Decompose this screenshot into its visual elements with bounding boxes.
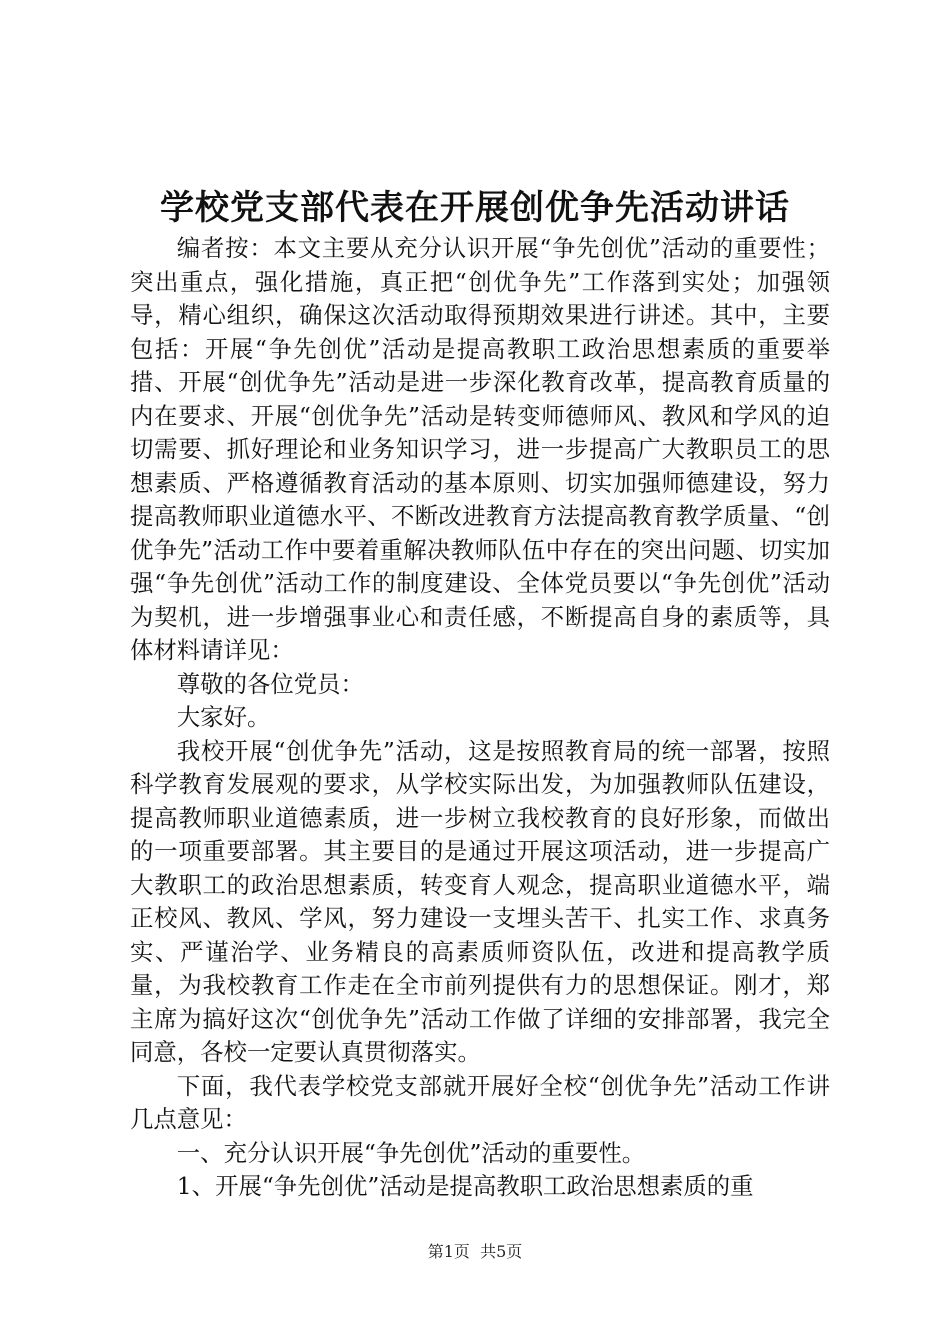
salutation-paragraph: 尊敬的各位党员： <box>176 669 364 698</box>
body-paragraph: 1、开展“争先创优”活动是提高教职工政治思想素质的重 <box>176 1172 754 1200</box>
section-heading: 一、充分认识开展“争先创优”活动的重要性。 <box>176 1138 646 1167</box>
document-title: 学校党支部代表在开展创优争先活动讲话 <box>160 188 790 228</box>
body-paragraph: 下面，我代表学校党支部就开展好全校“创优争先”活动工作讲几点意见： <box>130 1071 830 1133</box>
page-number: 第1页 <box>427 1242 470 1261</box>
greeting-paragraph: 大家好。 <box>176 703 271 731</box>
document-body <box>130 232 830 1204</box>
editor-note-paragraph: 编者按：本文主要从充分认识开展“争先创优”活动的重要性；突出重点，强化措施，真正把“创优争先”工作落到实处；加强领导，精心组织，确保这次活动取得预期效果进行讲述。其中，主要包括：开展“争先创优”活动是提高教职工政治思想素质的重要举措、开展“创优争先”活动是进一步深化教育改革，提高教育质量的内在要求、开展“创优争先”活动是转变师德师风、教风和学风的迫切需要、抓好理论和业务知识学习，进一步提高广大教职员工的思想素质、严格遵循教育活动的基本原则、切实加强师德建设，努力提高教师职业道德水平、不断改进教育方法提高教育教学质量、“创优争先”活动工作中要着重解决教师队伍中存在的突出问题、切实加强“争先创优”活动工作的制度建设、全体党员要以“争先创优”活动为契机，进一步增强事业心和责任感，不断提高自身的素质等，具体材料请详见： <box>130 234 830 664</box>
body-paragraph: 我校开展“创优争先”活动，这是按照教育局的统一部署，按照科学教育发展观的要求，从学校实际出发，为加强教师队伍建设，提高教师职业道德素质，进一步树立我校教育的良好形象，而做出的一项重要部署。其主要目的是通过开展这项活动，进一步提高广大教职工的政治思想素质，转变育人观念，提高职业道德水平，端正校风、教风、学风，努力建设一支埋头苦干、扎实工作、求真务实、严谨治学、业务精良的高素质师资队伍，改进和提高教学质量，为我校教育工作走在全市前列提供有力的思想保证。刚才，郑主席为搞好这次“创优争先”活动工作做了详细的安排部署，我完全同意，各校一定要认真贯彻落实。 <box>130 736 830 1066</box>
page-total: 共5页 <box>480 1242 523 1261</box>
page-footer <box>0 1241 950 1263</box>
